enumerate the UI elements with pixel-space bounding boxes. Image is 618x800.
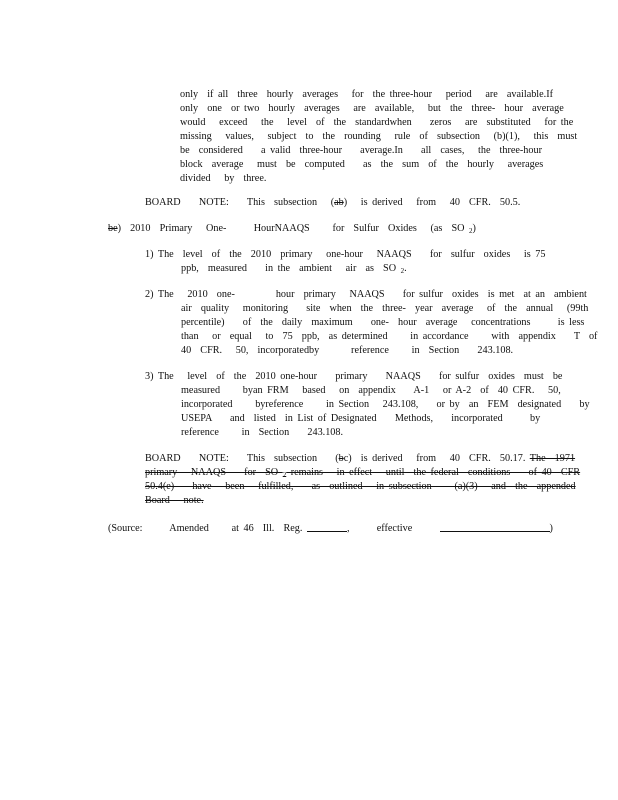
text-line: divided by three. [180,173,267,184]
text-line: 3) The level of the 2010 one-hour primary NAAQS for sulfur oxides must be [145,371,563,382]
struck-text: remains in effect until the federal conditions of 40 CFR [286,467,581,478]
struck-line: Board note. [145,495,204,506]
text-line: only one or two hourly averages are available, but the three- hour average [180,103,564,114]
struck-line: 50.4(e) have been fulfilled, as outlined in subsection (a)(3) and the appended [145,481,576,492]
struck-text: be [108,223,118,234]
text-line: air quality monitoring site when the three- year average of the annual (99th [181,303,589,314]
heading-text: ) 2010 Primary One- HourNAAQS for Sulfur Oxides (as SO [117,223,470,234]
source-effective: effective [376,523,413,534]
inserted-text: c [343,453,349,464]
text-line: than or equal to 75 ppb, as determined in accordance with appendix T of [181,331,598,342]
text-line: 1) The level of the 2010 primary one-hour NAAQS for sulfur oxides is 75 [145,249,546,260]
text-line: incorporated byreference in Section 243.108, or by an FEM designated by [181,399,590,410]
text-line [145,452,575,467]
text-line: percentile) of the daily maximum one- hour average concentrations is less [181,317,585,328]
text-line: 40 CFR. 50, incorporatedby reference in Section 243.108. [181,345,514,356]
text-line: block average must be computed as the sum of the hourly averages [180,159,544,170]
struck-text: b [338,453,344,464]
board-note-after: ) is derived from 40 CFR. 50.17. [348,453,530,464]
subsection-heading [108,222,476,239]
text-line: missing values, subject to the rounding rule of subsection (b)(1), this must [180,131,578,142]
source-line [108,520,553,537]
text-line [181,262,407,279]
blank-underline [307,520,347,532]
text-span: . [404,263,407,274]
source-text: (Source: Amended at 46 Ill. Reg. [108,523,303,534]
heading-end: ) [472,223,476,234]
struck-text: ab [334,197,344,208]
board-note-suffix: ) is derived from 40 CFR. 50.5. [343,197,521,208]
struck-text: primary NAAQS for SO [145,467,283,478]
text-span: ppb, measured in the ambient air as SO [181,263,401,274]
subscript: 2 [469,227,473,235]
text-line: only if all three hourly averages for the three-hour period are available.If [180,89,553,100]
text-line: USEPA and listed in List of Designated Methods, incorporated by [181,413,541,424]
board-note-prefix: BOARD NOTE: This subsection ( [145,453,339,464]
text-line: 2) The 2010 one- hour primary NAAQS for sulfur oxides is met at an ambient [145,289,587,300]
text-line: be considered a valid three-hour average.In all cases, the three-hour [180,145,542,156]
board-note-1 [145,196,520,211]
text-line: would exceed the level of the standardwhen zeros are substituted for the [180,117,574,128]
subscript: 2 [282,471,287,479]
subscript: 2 [400,267,405,275]
board-note-prefix: BOARD NOTE: This subsection ( [145,197,335,208]
text-line: measured byan FRM based on appendix A-1 or A-2 of 40 CFR. 50, [181,385,561,396]
source-comma: , [346,523,350,534]
text-line: reference in Section 243.108. [181,427,344,438]
blank-underline [440,520,550,532]
struck-text: The 1971 [529,453,576,464]
source-end: ) [549,523,553,534]
